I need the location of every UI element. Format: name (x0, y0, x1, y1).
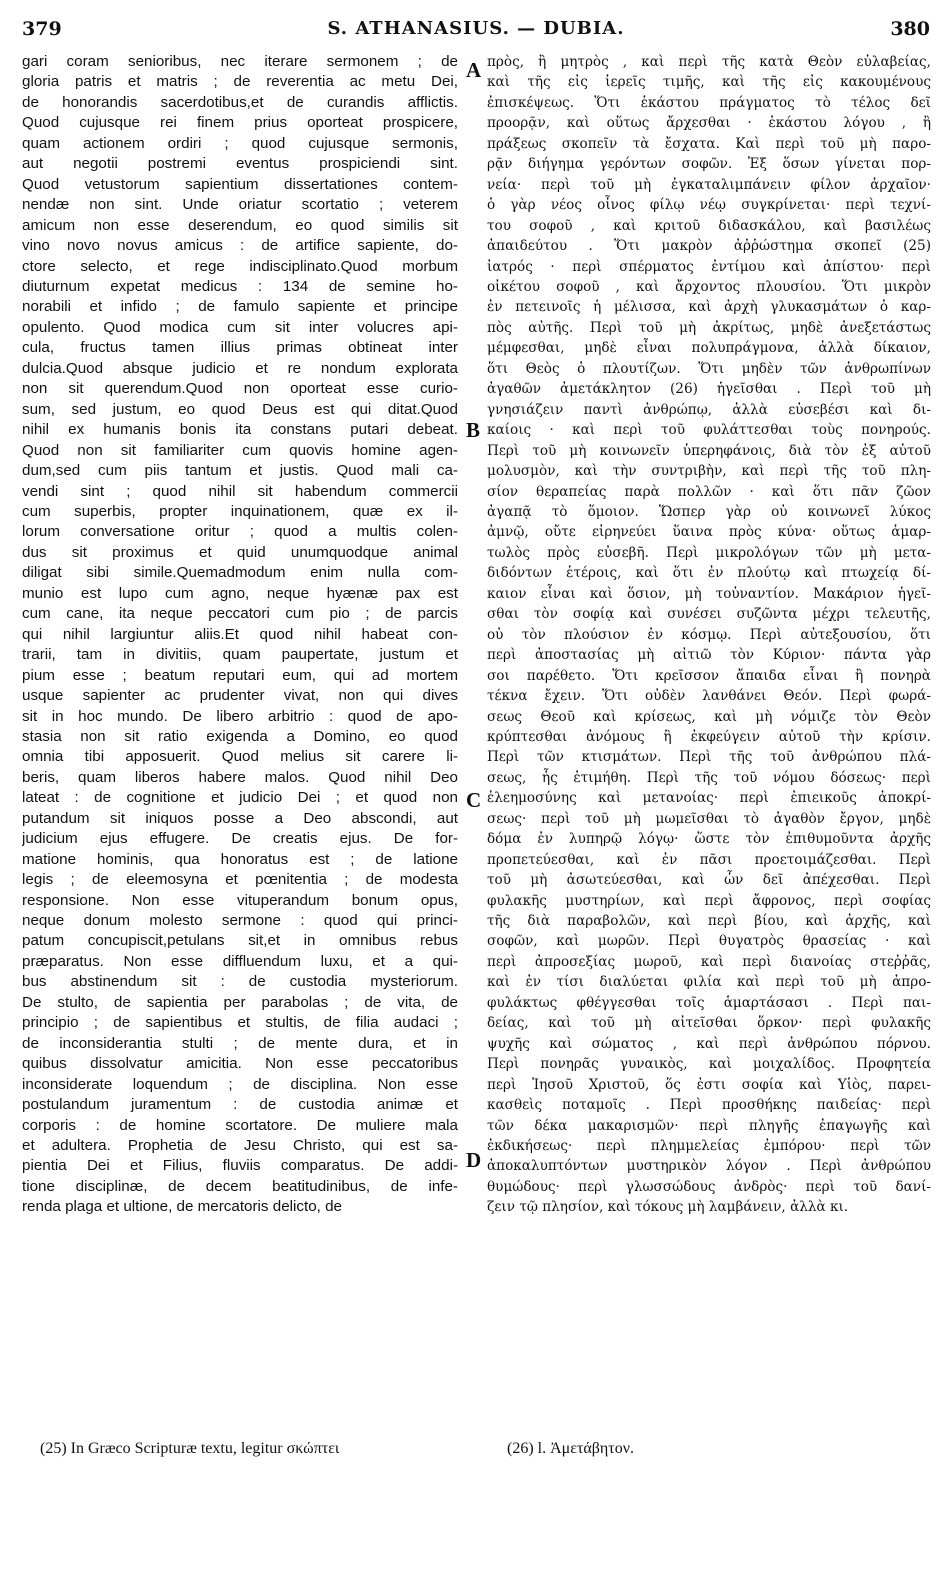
greek-text-line: κρύπτεσθαι ἀνόμους ἢ ἐκφεύγειν αὐτοῦ τὴν κρίσιν. (487, 728, 931, 745)
greek-text-line: θυμώδους· περὶ γλωσσώδους ἀνδρὸς· περὶ τοῦ δανί- (487, 1178, 931, 1195)
greek-text-line: Περὶ τοῦ μὴ κοινωνεῖν ὑπερηφάνοις, διὰ τὸν ἐξ αὐτοῦ (487, 442, 931, 459)
latin-text-line: dum,sed cum piis tantum et justis. Quod mali ca- (22, 462, 458, 480)
latin-text-line: vendi sint ; quod nihil sit habendum commercii (22, 482, 458, 500)
latin-text-line: putandum sit iniquos posse a Deo abscondi, aut (22, 809, 458, 827)
latin-text-line: stasia non sit ratio exigenda a Domino, eo quod (22, 727, 458, 745)
latin-text-line: vino novo novus amicus : de artifice sapiente, do- (22, 237, 458, 255)
latin-text-line: judicium ejus effugere. De creatis ejus. De for- (22, 830, 458, 848)
latin-text-line: et adultera. Prophetia de Jesu Christo, qui est sa- (22, 1137, 458, 1155)
greek-text-line: ψυχῆς καὶ σώματος , καὶ περὶ ἀνθρώπου πόρνου. (487, 1035, 931, 1052)
latin-text-line: renda plaga et ultione, de mercatoris delicto, de (22, 1198, 342, 1216)
greek-text-line: περὶ ἀποστασίας μὴ αἰτιῶ τὸν Κύριον· πάντα γὰρ (487, 647, 931, 664)
latin-text-line: patum concupiscit,petulans sit,et in omnibus rebus (22, 932, 458, 950)
greek-text-line: δείας, καὶ τοῦ μὴ αἰτεῖσθαι ὅρκον· περὶ φυλακῆς (487, 1015, 931, 1032)
greek-text-line: ἀγαθῶν ἀμετάκλητον (26) ἡγεῖσθαι . Περὶ τοῦ μὴ (487, 381, 931, 398)
latin-text-line: cum cane, ita neque peccatori cum pio ; de parcis (22, 605, 458, 623)
greek-text-line: πράξεως σκοπεῖν τὰ ἔσχατα. Καὶ περὶ τοῦ μὴ παρο- (487, 135, 931, 152)
greek-text-line: ἀποκαλυπτόντων μυστηρικὸν λόγον . Περὶ ἀνθρώπου (487, 1158, 931, 1175)
section-marker-b: B (466, 418, 481, 442)
greek-text-line: του σοφοῦ , καὶ κριτοῦ διδασκάλου, καὶ βασιλέως (487, 217, 931, 234)
greek-text-line: προορᾷν, καὶ οὕτως ἄρχεσθαι · ἑκάστου λόγου , ἢ (487, 115, 931, 132)
latin-text-line: diligat sibi simile.Quemadmodum enim nulla com- (22, 564, 458, 582)
greek-text-line: προπετεύεσθαι, καὶ ἐν πᾶσι προετοιμάζεσθαι. Περὶ (487, 851, 931, 868)
greek-text-line: ἀμνῷ, οὔτε εἰρηνεύει ὕαινα πρὸς κύνα· οὕτως ἁμαρ- (487, 524, 931, 541)
latin-text-line: munio est lupo cum agno, neque hyænæ pax est (22, 584, 458, 602)
latin-text-line: Quod non sit familiariter cum quovis homine agen- (22, 441, 458, 459)
greek-text-line: ἀγαπᾷ τὸ ὅμοιον. Ὥσπερ γὰρ οὐ κοινωνεῖ λύκος (487, 503, 931, 520)
greek-text-line: μολυσμὸν, καὶ τὴν συντριβὴν, καὶ περὶ τῆς τοῦ πλη- (487, 463, 931, 480)
greek-text-line: δόμα ἐν λυπηρῷ λόγῳ· ὥστε τὸν ἐπιθυμοῦντα ἀρχῆς (487, 831, 931, 848)
latin-text-line: cum superbis, propter inquinationem, quæ ex il- (22, 502, 458, 520)
latin-text-line: pium esse ; beatum reputari eum, qui ad mortem (22, 666, 458, 684)
greek-text-line: τῶν δέκα μακαρισμῶν· περὶ πληγῆς ἐπαγωγῆς καὶ (487, 1117, 931, 1134)
greek-text-line: οὐ τὸν πλούσιον ἐν κόσμῳ. Περὶ αὐτεξουσίου, ὅτι (487, 626, 931, 643)
greek-text-line: σεως Θεοῦ καὶ κρίσεως, καὶ μὴ νόμιζε τὸν Θεὸν (487, 708, 931, 725)
greek-text-line: τωλὸς πρὸς εὐσεβῆ. Περὶ μικρολόγων τῶν μὴ μετα- (487, 544, 931, 561)
footnote-25: (25) In Græco Scripturæ textu, legitur σκώπτει (40, 1440, 340, 1457)
latin-text-line: de honorandis sacerdotibus,et de curandis afflictis. (22, 93, 458, 111)
latin-text-line: matione hominis, qua honoratus est ; de latione (22, 850, 458, 868)
greek-text-line: Περὶ τῶν κτισμάτων. Περὶ τῆς τοῦ ἀνθρώπου πλά- (487, 749, 931, 766)
latin-text-line: cula, fructus tamen illius primas obtineat inter (22, 339, 458, 357)
greek-text-line: νεία· περὶ τοῦ μὴ ἐγκαταλιμπάνειν φίλον ἀρχαῖον· (487, 176, 931, 193)
greek-text-line: σοι παρέθετο. Ὅτι κρεῖσσον ἄπαιδα εἶναι ἢ πονηρὰ (487, 667, 931, 684)
latin-text-line: De stulto, de sapientia per parabolas ; de vita, de (22, 993, 458, 1011)
section-marker-a: A (466, 58, 482, 82)
greek-column (487, 52, 931, 1218)
greek-text-line: σθαι τὸν σοφίᾳ καὶ συνέσει συζῶντα μέχρι τελευτῆς, (487, 606, 931, 623)
latin-text-line: nendæ non sint. Unde oriatur scortatio ; veterem (22, 196, 458, 214)
latin-text-line: sum, sed justum, eo quod Deus est qui ditat.Quod (22, 400, 458, 418)
latin-text-line: non sit querendum.Quod non oporteat esse curio- (22, 380, 458, 398)
latin-text-line: diuturnum expetat medicus : 134 de semine ho- (22, 277, 458, 295)
greek-text-line: κασθεὶς ποταμοῖς . Περὶ προσθήκης παιδείας· περὶ (487, 1097, 931, 1114)
greek-text-line: γνησιάζειν παντὶ ἀνθρώπῳ, ἀλλὰ εὐσεβέσι καὶ δι- (487, 401, 931, 418)
greek-text-line: ἐν πετεινοῖς ἡ μέλισσα, καὶ ἀρχὴ γλυκασμάτων ὁ καρ- (487, 299, 931, 316)
greek-text-line: οἰκέτου σοφοῦ , καὶ ἄρχοντος πλουσίου. Ὅτι μικρὸν (487, 278, 931, 295)
latin-text-line: usque sapienter ac prudenter vivat, non qui dives (22, 687, 458, 705)
latin-text-line: dulcia.Quod absque judicio et re nondum explorata (22, 359, 458, 377)
latin-text-line: responsione. Non esse vituperandum bonum opus, (22, 891, 458, 909)
footnote-26: (26) l. Ἀμετάβητον. (507, 1440, 634, 1457)
greek-text-line: σοφῶν, καὶ μωρῶν. Περὶ θυγατρὸς θρασείας · καὶ (487, 933, 931, 950)
latin-text-line: Quod vetustorum sapientium dissertationes contem- (22, 175, 458, 193)
latin-text-line: opulento. Quod modica cum sit inter volucres api- (22, 318, 458, 336)
greek-text-line: τοῦ μὴ ἀσωτεύεσθαι, καὶ ὧν δεῖ ἀπέχεσθαι. Περὶ (487, 872, 931, 889)
greek-text-line: διδόντων ἑτέροις, καὶ ὅτι ἐν πλούτῳ καὶ πτωχείᾳ δί- (487, 565, 931, 582)
latin-text-line: amicum non esse deserendum, eo quod similis sit (22, 216, 458, 234)
latin-text-line: gari coram senioribus, nec iterare sermonem ; de (22, 53, 458, 70)
latin-text-line: neque donum molesto sermone : quod qui princi- (22, 912, 458, 930)
greek-text-line: ὅτι Θεὸς ὁ πλουτίζων. Ὅτι μηδὲν τῶν ἀνθρωπίνων (487, 360, 931, 377)
greek-text-line: ζειν τῷ πλησίον, καὶ τόκους μὴ λαμβάνειν, ἀλλὰ κι. (487, 1199, 849, 1216)
latin-text-line: legis ; de eleemosyna et pœnitentia ; de modesta (22, 871, 458, 889)
latin-text-line: lateat : de cognitione et judicio Dei ; et quod non (22, 789, 458, 807)
greek-text-line: ὁ γὰρ νέος οἶνος φίλῳ νέῳ συγκρίνεται· περὶ τεχνί- (487, 197, 931, 214)
left-page-number: 379 (22, 18, 62, 40)
greek-text-line: ρᾷν διήγημα γερόντων σοφῶν. Ἐξ ὅσων γίνεται πορ- (487, 156, 931, 173)
greek-text-line: καὶ ἐν τίσι διαλύεται φιλία καὶ περὶ τοῦ μὴ ἀπρο- (487, 974, 931, 991)
greek-text-line: πὸς αὐτῆς. Περὶ τοῦ μὴ ἀκρίτως, μηδὲ ἀνεξετάστως (487, 319, 931, 336)
greek-text-line: ἰατρός · περὶ σπέρματος ἐντίμου καὶ ἀπίστου· περὶ (487, 258, 931, 275)
latin-text-line: pientia Dei et Filius, fluviis comparatus. De addi- (22, 1157, 458, 1175)
latin-text-line: qui nihil largiuntur aliis.Et quod nihil habeat con- (22, 625, 458, 643)
latin-text-line: quibus dissolvatur amicitia. Non esse peccatoribus (22, 1055, 458, 1073)
greek-text-line: σεως, ἧς ἐτιμήθη. Περὶ τῆς τοῦ νόμου δόσεως· περὶ (487, 769, 931, 786)
greek-text-line: πρὸς, ἢ μητρὸς , καὶ περὶ τῆς κατὰ Θεὸν εὐλαβείας, (487, 54, 931, 70)
latin-text-line: ctore selecto, et rege indisciplinato.Quod morbum (22, 257, 458, 275)
latin-text-line: norabili et infido ; de famulo sapiente et principe (22, 298, 458, 316)
greek-text-line: περὶ Ἰησοῦ Χριστοῦ, ὅς ἐστι σοφία καὶ Υἱὸς, παρει- (487, 1076, 931, 1093)
greek-text-line: φυλάκτως φθέγγεσθαι τοῖς ἁμαρτάσασι . Περὶ παι- (487, 994, 931, 1011)
right-page-number: 380 (890, 18, 930, 40)
latin-column (22, 52, 458, 1218)
running-title: S. ATHANASIUS. — DUBIA. (327, 18, 625, 39)
greek-text-line: ἀπαιδεύτου . Ὅτι μακρὸν ἀῤῥώστημα σκοπεῖ (25) (487, 238, 931, 255)
section-marker-c: C (466, 788, 482, 812)
latin-text-line: lorum conversatione oritur ; quod a multis colen- (22, 523, 458, 541)
latin-text-line: dus sit proximus et quid unumquodque animal (22, 543, 458, 561)
greek-text-line: τέκνα ἔχειν. Ὅτι οὐδὲν λανθάνει Θεόν. Περὶ φωρά- (487, 688, 931, 705)
greek-text-line: ἐλεημοσύνης καὶ μετανοίας· περὶ ἐπιεικοῦς ἀποκρί- (487, 790, 931, 807)
latin-text-line: corporis : de homine scortatore. De muliere mala (22, 1116, 458, 1134)
latin-text-line: postulandum juramentum : de custodia animæ et (22, 1096, 458, 1114)
latin-text-line: tione disciplinæ, de decem beatitudinibus, de infe- (22, 1177, 458, 1195)
latin-text-line: aut negotii postremi eventus prospiciendi sint. (22, 155, 458, 173)
greek-text-line: καίοις · καὶ περὶ τοῦ φυλάττεσθαι τοὺς πονηρούς. (487, 422, 931, 439)
latin-text-line: quam actionem ordiri ; quod cujusque sermonis, (22, 134, 458, 152)
latin-text-line: de inconsiderantia stulti ; de mente dura, et in (22, 1034, 458, 1052)
latin-text-line: omnia tibi apposuerit. Quod melius sit carere li- (22, 748, 458, 766)
section-marker-d: D (466, 1148, 482, 1172)
greek-text-line: Περὶ πονηρᾶς γυναικὸς, καὶ μοιχαλίδος. Προφητεία (487, 1056, 931, 1073)
latin-text-line: sit in hoc mundo. De libero arbitrio : quod de apo- (22, 707, 458, 725)
greek-text-line: καιον εἶναι καὶ ὅσιον, μὴ τοὐναντίον. Μακάριον ἡγεῖ- (487, 585, 931, 602)
latin-text-line: trarii, tam in divitiis, quam paupertate, justum et (22, 646, 458, 664)
latin-text-line: præparatus. Non esse diffluendum luxu, et a qui- (22, 952, 458, 970)
greek-text-line: μέμφεσθαι, μηδὲ εἶναι πολυπράγμονα, ἀλλὰ δίκαιον, (487, 340, 931, 357)
greek-text-line: ἐκδικήσεως· περὶ πλημμελείας ἐμπόρου· περὶ τῶν (487, 1138, 931, 1155)
greek-text-line: σίον θεραπείας παρὰ πολλῶν · καὶ ὅτι πᾶν ζῶον (487, 483, 931, 500)
greek-text-line: καὶ τῆς εἰς ἱερεῖς τιμῆς, καὶ τῆς εἰς κακουμένους (487, 74, 931, 91)
latin-text-line: principio ; de sapientibus et stultis, de filia audaci ; (22, 1014, 458, 1032)
greek-text-line: ἐπισκέψεως. Ὅτι ἑκάστου πράγματος τὸ τέλος δεῖ (487, 94, 931, 111)
page-header (22, 18, 930, 48)
latin-text-line: bus abstinendum sit : de custodia mysteriorum. (22, 973, 458, 991)
greek-text-line: τῆς διὰ παραβολῶν, καὶ περὶ βίου, καὶ ἀρχῆς, καὶ (487, 913, 931, 930)
latin-text-line: Quod cujusque rei finem prius oporteat prospicere, (22, 114, 458, 132)
greek-text-line: περὶ ἀπροσεξίας μωροῦ, καὶ περὶ διανοίας στεῤῥᾶς, (487, 953, 931, 970)
latin-text-line: inconsiderate loquendum ; de disciplina. Non esse (22, 1075, 458, 1093)
greek-text-line: φυλακῆς μυστηρίων, καὶ περὶ ἄφρονος, περὶ σοφίας (487, 892, 931, 909)
latin-text-line: gloria patris et matris ; de reverentia ac metu Dei, (22, 73, 458, 91)
latin-text-line: nihil ex humanis bonis ita constans putari debeat. (22, 421, 458, 439)
greek-text-line: σεως· περὶ τοῦ μὴ μωμεῖσθαι τὸ ἀγαθὸν ἔργον, μηδὲ (487, 810, 931, 827)
latin-text-line: beris, quam liberos habere malos. Quod nihil Deo (22, 768, 458, 786)
